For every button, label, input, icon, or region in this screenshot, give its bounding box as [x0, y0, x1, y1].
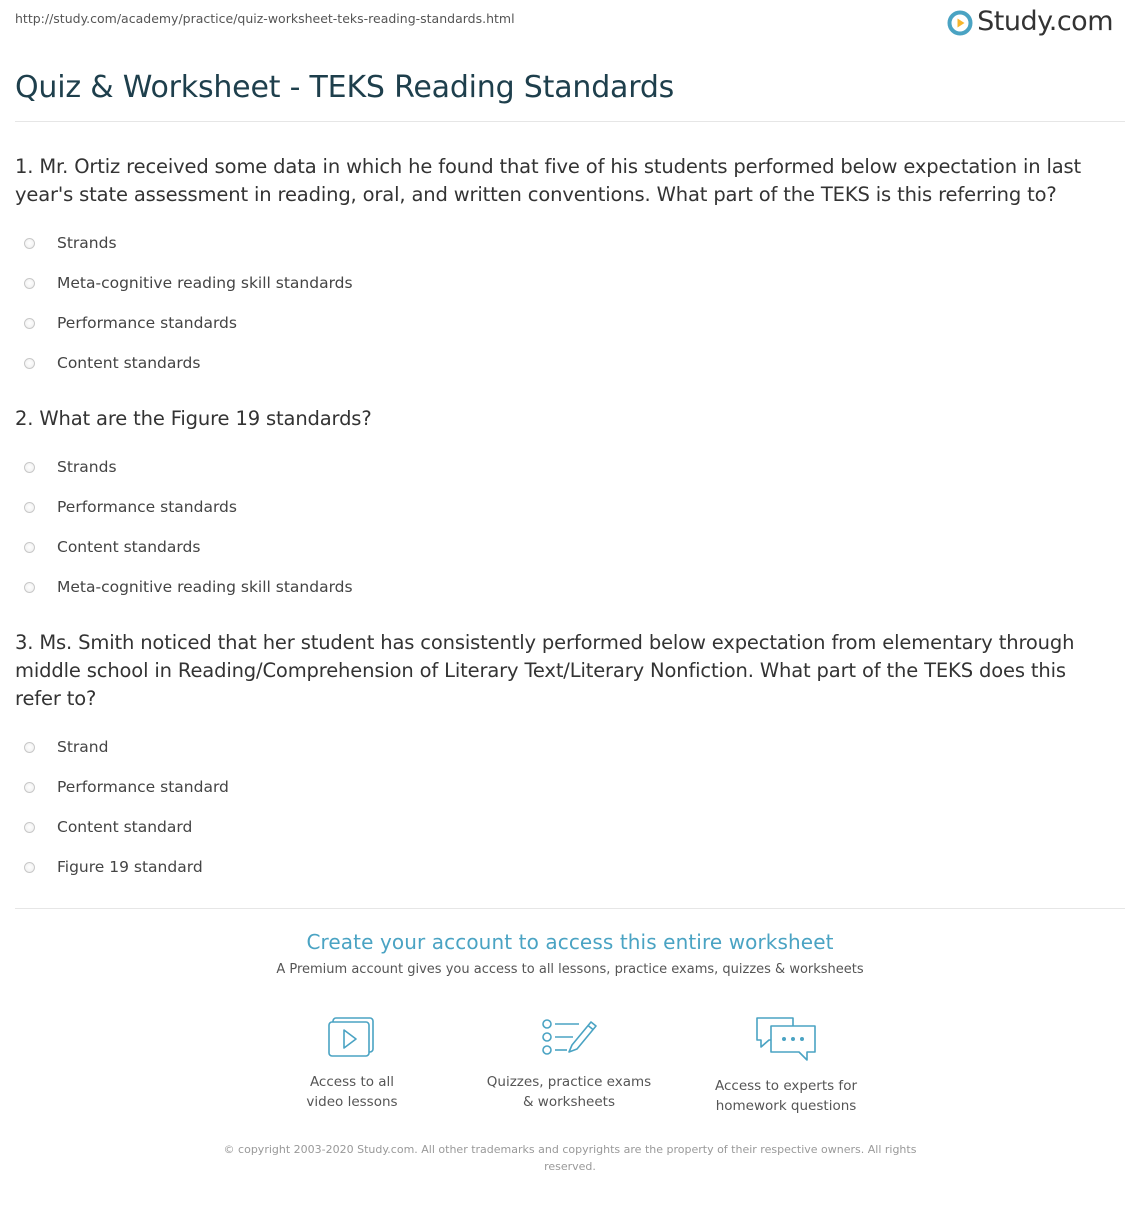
title-divider: [15, 121, 1125, 122]
video-lessons-icon: [252, 1014, 452, 1060]
answer-option[interactable]: [15, 447, 1110, 487]
radio-button[interactable]: [24, 542, 35, 553]
radio-button[interactable]: [24, 462, 35, 473]
cta-title-link[interactable]: Create your account to access this entire worksheet: [306, 930, 834, 954]
feature-label-line: Quizzes, practice exams: [486, 1074, 652, 1090]
answer-label: Performance standards: [57, 498, 237, 516]
answer-list: [15, 727, 1110, 887]
radio-button[interactable]: [24, 862, 35, 873]
answer-label: Meta-cognitive reading skill standards: [57, 274, 353, 292]
answer-option[interactable]: [15, 223, 1110, 263]
radio-button[interactable]: [24, 742, 35, 753]
answer-label: Meta-cognitive reading skill standards: [57, 578, 353, 596]
answer-list: [15, 447, 1110, 607]
radio-button[interactable]: [24, 278, 35, 289]
feature-label-line: video lessons: [306, 1094, 398, 1110]
answer-option[interactable]: [15, 807, 1110, 847]
answer-label: Strand: [57, 738, 109, 756]
play-circle-icon: [947, 10, 973, 36]
feature-video-lessons: [252, 1014, 452, 1112]
answer-label: Content standard: [57, 818, 193, 836]
copyright-notice: [210, 1141, 930, 1175]
answer-label: Strands: [57, 458, 117, 476]
top-bar: [15, 0, 1125, 48]
answer-label: Figure 19 standard: [57, 858, 203, 876]
answer-option[interactable]: [15, 343, 1110, 383]
feature-label-line: Access to all: [309, 1074, 395, 1090]
quiz-checklist-icon: [469, 1014, 669, 1060]
cta-section: [0, 930, 1140, 977]
answer-option[interactable]: [15, 303, 1110, 343]
radio-button[interactable]: [24, 822, 35, 833]
answer-option[interactable]: [15, 727, 1110, 767]
feature-experts: [686, 1014, 886, 1116]
answer-option[interactable]: [15, 767, 1110, 807]
radio-button[interactable]: [24, 358, 35, 369]
copyright-line: reserved.: [544, 1160, 596, 1173]
feature-label-line: & worksheets: [522, 1094, 615, 1110]
feature-quizzes: [469, 1014, 669, 1112]
question-text: 3. Ms. Smith noticed that her student has consistently performed below expectation from elementary through middle school in Reading/Comprehension of Literary Text/Literary Nonfiction. What part of the TEKS does this refer to?: [15, 631, 1075, 710]
question-text: 1. Mr. Ortiz received some data in which he found that five of his students performed below expectation in last year's state assessment in reading, oral, and written conventions. What part of the TEKS is this referring to?: [15, 155, 1082, 206]
question-3: [15, 629, 1110, 887]
answer-option[interactable]: [15, 487, 1110, 527]
question-text: 2. What are the Figure 19 standards?: [15, 407, 372, 430]
answer-option[interactable]: [15, 263, 1110, 303]
answer-label: Strands: [57, 234, 117, 252]
study-logo[interactable]: [947, 6, 1113, 37]
logo-text: Study.com: [977, 6, 1113, 37]
radio-button[interactable]: [24, 238, 35, 249]
answer-label: Content standards: [57, 354, 201, 372]
answer-label: Performance standard: [57, 778, 229, 796]
answer-list: [15, 223, 1110, 383]
answer-label: Content standards: [57, 538, 201, 556]
cta-subtitle: A Premium account gives you access to all lessons, practice exams, quizzes & worksheets: [276, 962, 864, 977]
page-url[interactable]: http://study.com/academy/practice/quiz-worksheet-teks-reading-standards.html: [15, 11, 515, 26]
radio-button[interactable]: [24, 502, 35, 513]
page-title: Quiz & Worksheet - TEKS Reading Standards: [15, 70, 675, 105]
radio-button[interactable]: [24, 782, 35, 793]
question-1: [15, 153, 1110, 383]
radio-button[interactable]: [24, 582, 35, 593]
answer-option[interactable]: [15, 527, 1110, 567]
answer-option[interactable]: [15, 847, 1110, 887]
feature-label-line: Access to experts for: [714, 1078, 857, 1094]
radio-button[interactable]: [24, 318, 35, 329]
answer-option[interactable]: [15, 567, 1110, 607]
chat-bubbles-icon: [686, 1014, 886, 1064]
answer-label: Performance standards: [57, 314, 237, 332]
question-2: [15, 405, 1110, 607]
copyright-line: © copyright 2003-2020 Study.com. All other trademarks and copyrights are the property of their respective owners. All rights: [223, 1143, 917, 1156]
feature-label-line: homework questions: [715, 1098, 857, 1114]
cta-divider: [15, 908, 1125, 909]
